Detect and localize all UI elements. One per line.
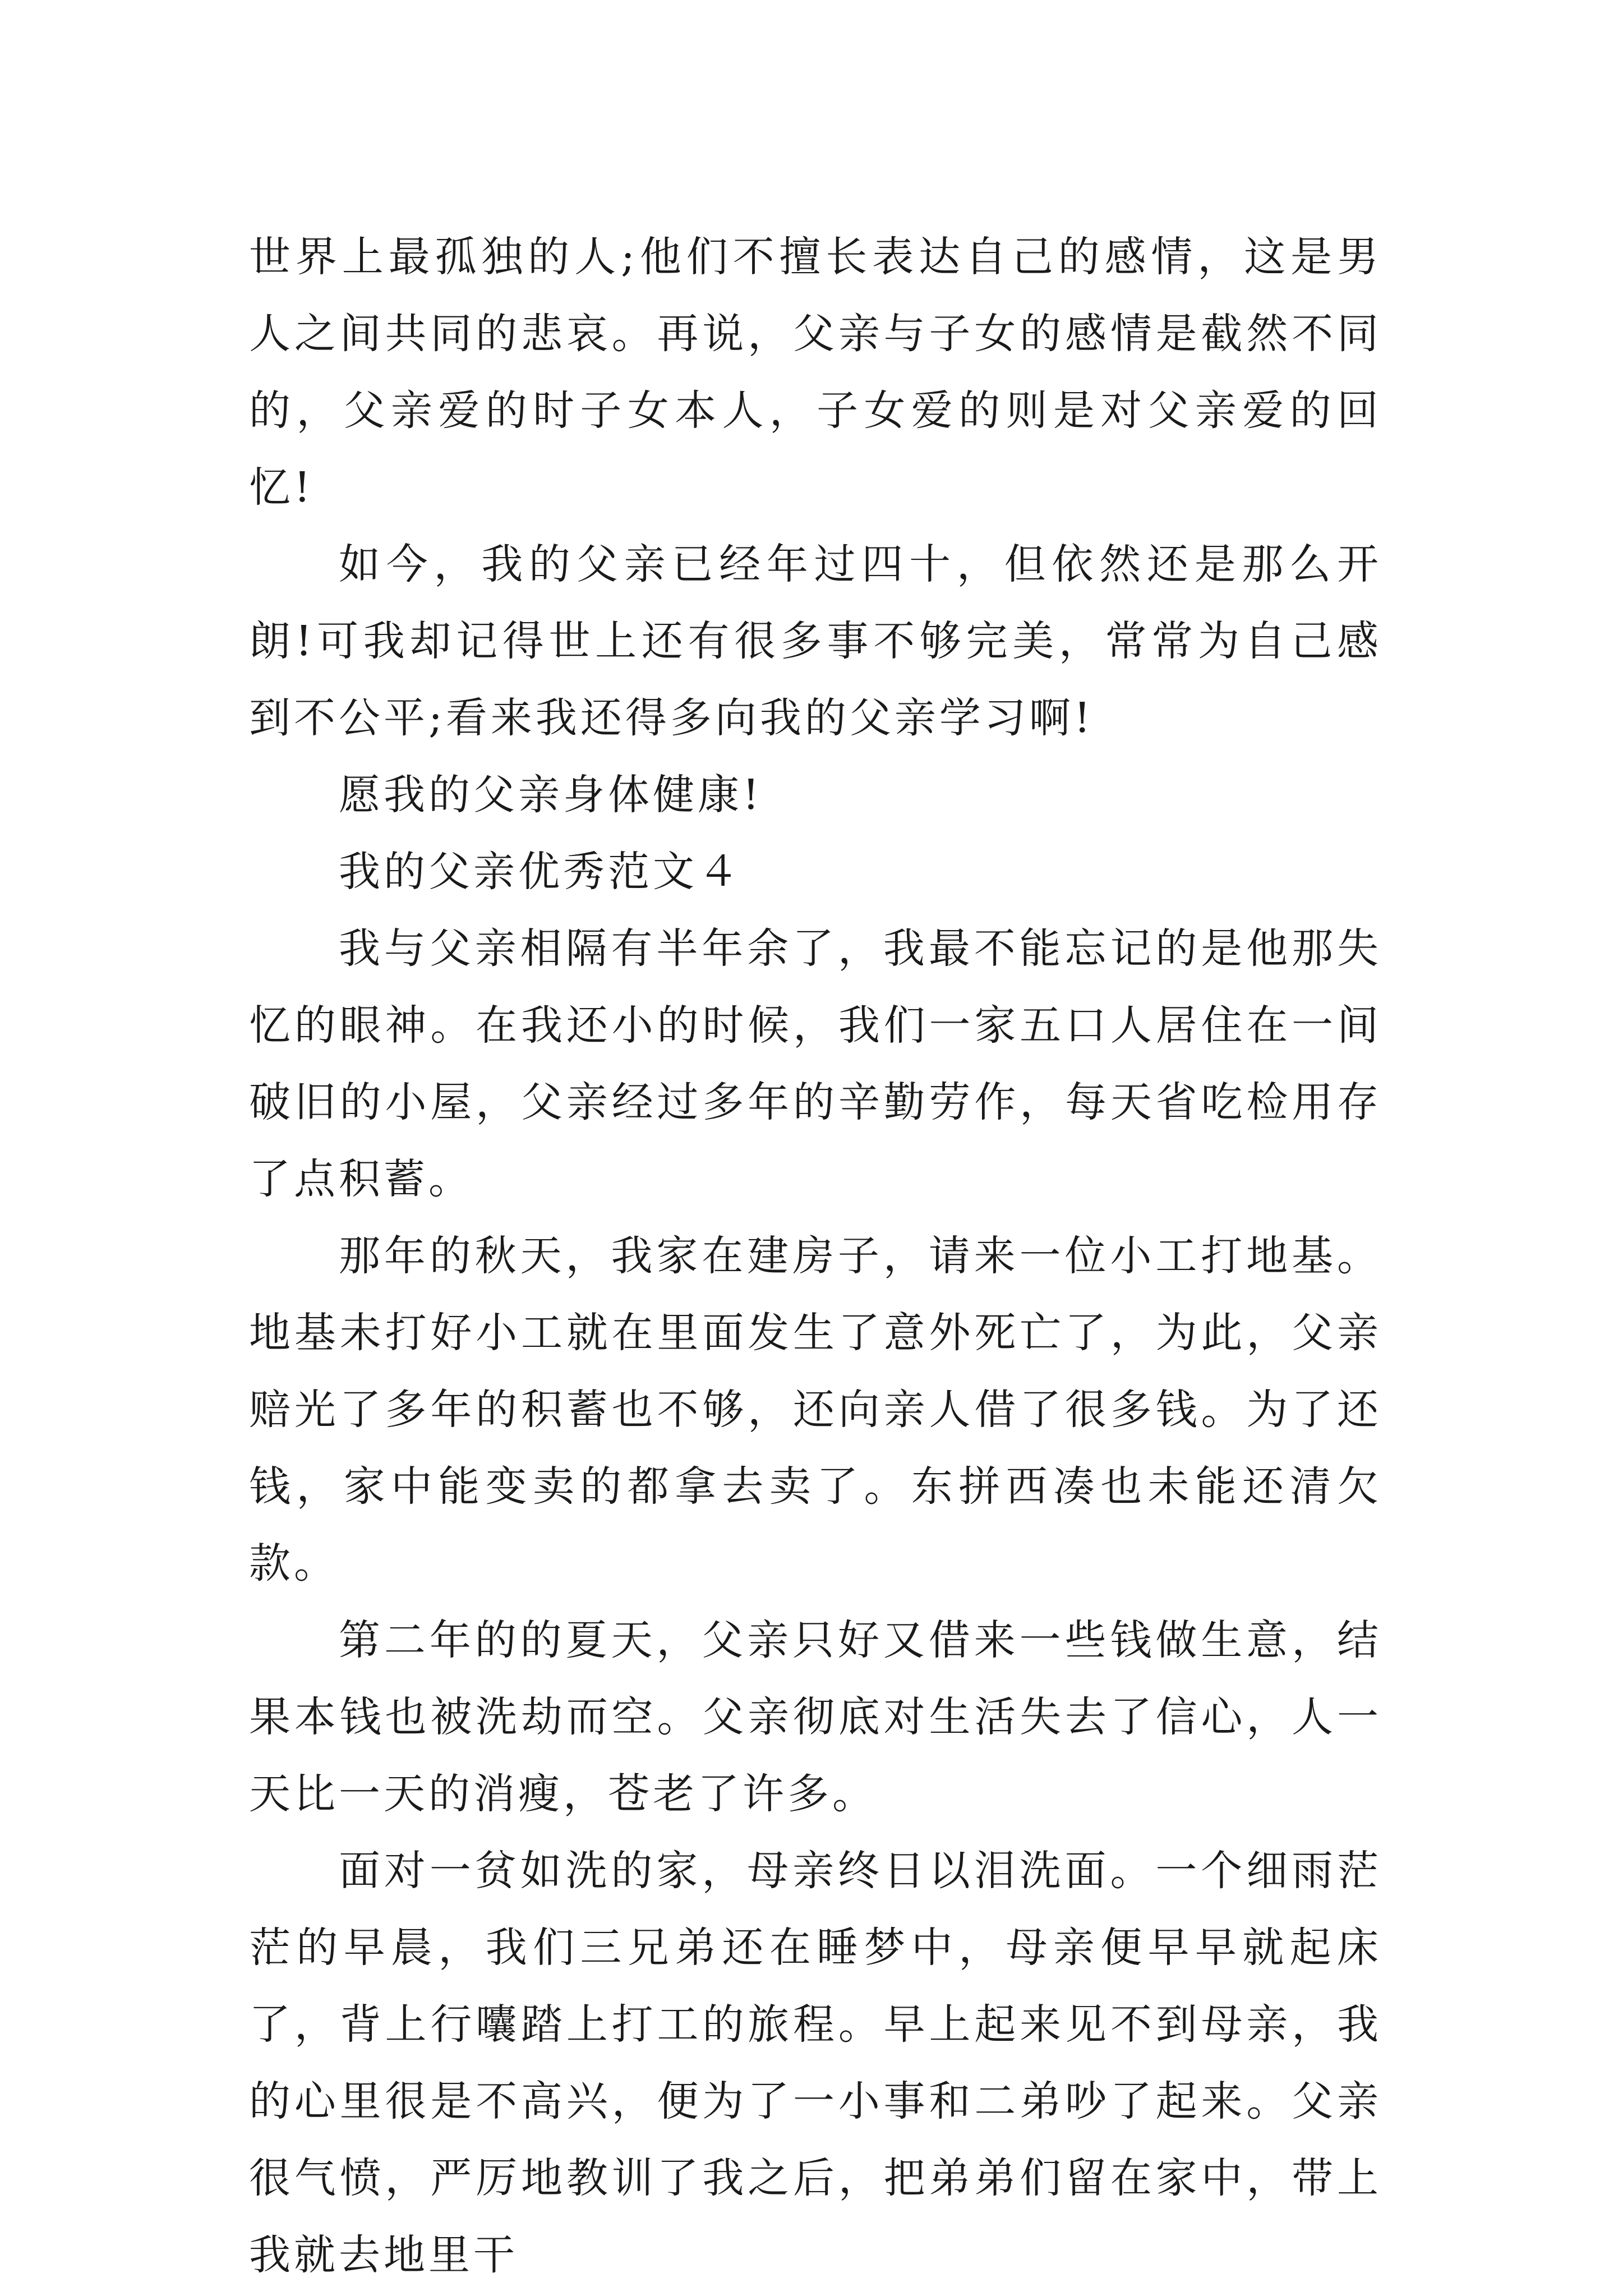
document-body	[249, 219, 1382, 2294]
paragraph: 世界上最孤独的人;他们不擅长表达自己的感情，这是男人之间共同的悲哀。再说，父亲与子女的感情是截然不同的，父亲爱的时子女本人，子女爱的则是对父亲爱的回忆!	[249, 233, 1382, 512]
paragraph: 那年的秋天，我家在建房子，请来一位小工打地基。地基未打好小工就在里面发生了意外死亡了，为此，父亲赔光了多年的积蓄也不够，还向亲人借了很多钱。为了还钱，家中能变卖的都拿去卖了。东拼西凑也未能还清欠款。	[249, 1232, 1382, 1588]
paragraph: 面对一贫如洗的家，母亲终日以泪洗面。一个细雨茫茫的早晨，我们三兄弟还在睡梦中，母亲便早早就起床了，背上行囔踏上打工的旅程。早上起来见不到母亲，我的心里很是不高兴，便为了一小事和二弟吵了起来。父亲很气愤，严厉地教训了我之后，把弟弟们留在家中，带上我就去地里干	[249, 1847, 1382, 2279]
paragraph: 如今，我的父亲已经年过四十，但依然还是那么开朗!可我却记得世上还有很多事不够完美，常常为自己感到不公平;看来我还得多向我的父亲学习啊!	[249, 540, 1382, 742]
section-heading: 我的父亲优秀范文４	[339, 848, 743, 896]
paragraph: 我与父亲相隔有半年余了，我最不能忘记的是他那失忆的眼神。在我还小的时候，我们一家五口人居住在一间破旧的小屋，父亲经过多年的辛勤劳作，每天省吃检用存了点积蓄。	[249, 924, 1382, 1203]
paragraph: 第二年的的夏天，父亲只好又借来一些钱做生意，结果本钱也被洗劫而空。父亲彻底对生活失去了信心，人一天比一天的消瘦，苍老了许多。	[249, 1616, 1382, 1818]
paragraph: 愿我的父亲身体健康!	[339, 771, 763, 819]
